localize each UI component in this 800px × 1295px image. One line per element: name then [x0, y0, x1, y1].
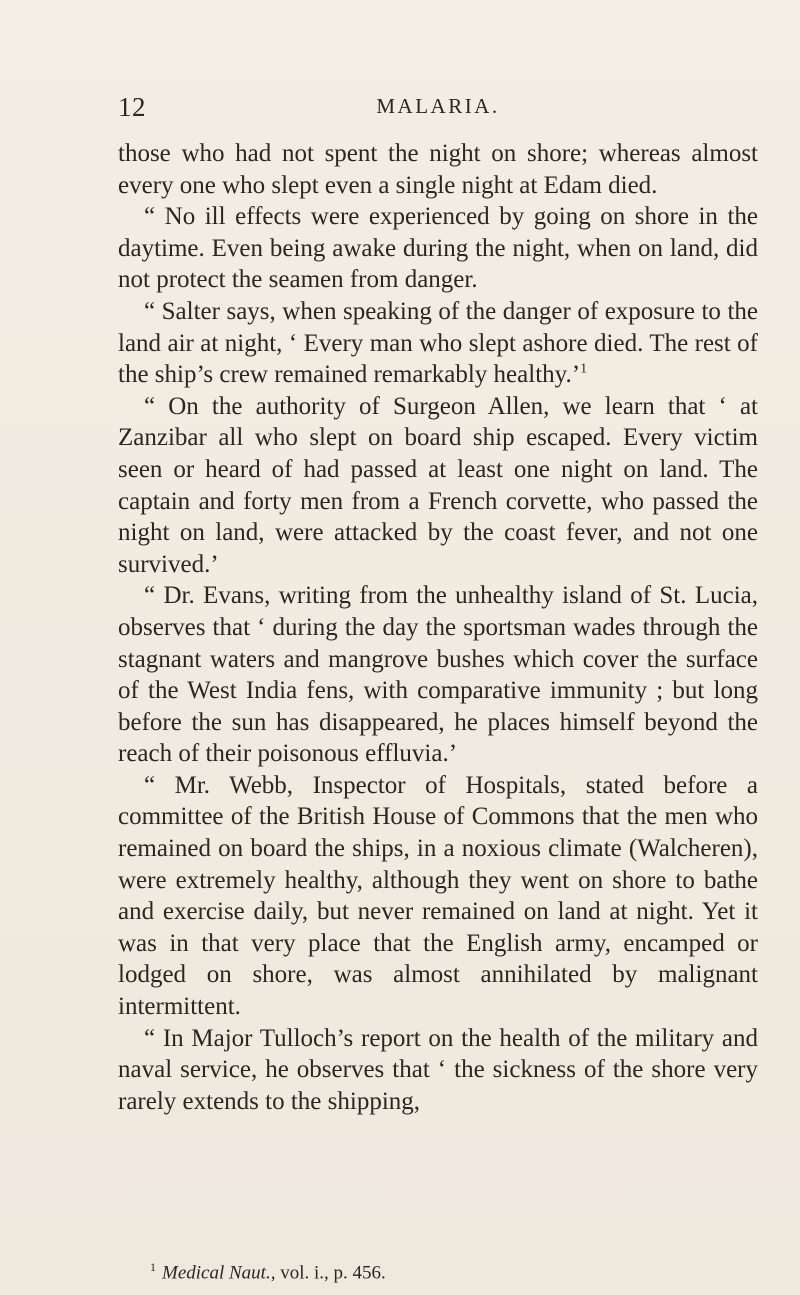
running-head: MALARIA. [376, 94, 500, 118]
paragraph-tulloch: “ In Major Tulloch’s report on the health of the military and naval service, he observes that ‘ the sickness of the shore very rarely extends to the shipping, [118, 1024, 758, 1115]
footnote-source-title: Medical Naut. [162, 1262, 271, 1284]
footnote [150, 1256, 750, 1284]
paragraph-salter-text: “ Salter says, when speaking of the danger of exposure to the land air at night, ‘ Every man who slept ashore died. The rest of the ship’s crew remained remarkably healthy.’ [118, 297, 758, 389]
paragraph-evans: “ Dr. Evans, writing from the unhealthy island of St. Lucia, observes that ‘ during the day the sportsman wades through the stagnant waters and mangrove bushes which cover the surface of the West India fens, with comparative immunity ; but long before the sun has disappeared, he places himself beyond the reach of their poisonous effluvia.’ [118, 582, 758, 768]
page-number: 12 [118, 92, 146, 122]
footnote-reference: 1 [580, 361, 588, 377]
body-text [118, 138, 758, 1117]
paragraph-webb: “ Mr. Webb, Inspector of Hospitals, stated before a committee of the British House of Commons that the men who remained on board the ships, in a noxious climate (Walcheren), were extremely healthy, although they went on shore to bathe and exercise daily, but never remained on land at night. Yet it was in that very place that the English army, encamped or lodged on shore, was almost annihilated by malignant intermittent. [118, 771, 758, 1021]
footnote-citation: , vol. i., p. 456. [270, 1262, 386, 1284]
footnote-marker: 1 [150, 1260, 156, 1274]
page-header [118, 92, 758, 126]
paragraph-daytime: “ No ill effects were experienced by going on shore in the daytime. Even being awake during the night, when on land, did not protect the seamen from danger. [118, 203, 758, 294]
paragraph-allen: “ On the authority of Surgeon Allen, we learn that ‘ at Zanzibar all who slept on board ship escaped. Every victim seen or heard of had passed at least one night on land. The captain and forty men from a French corvette, who passed the night on land, were attacked by the coast fever, and not one survived.’ [118, 392, 758, 578]
paragraph-edam: those who had not spent the night on shore; whereas almost every one who slept even a single night at Edam died. [118, 140, 758, 199]
paragraph-salter [118, 296, 758, 391]
